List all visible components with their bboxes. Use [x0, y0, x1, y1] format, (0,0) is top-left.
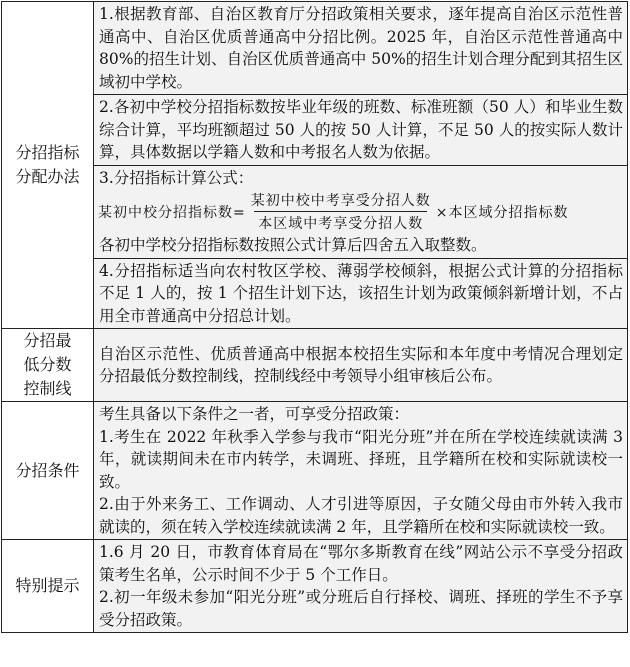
table-row	[2, 329, 628, 402]
row-header	[2, 2, 94, 329]
row-label: 特别提示	[15, 576, 80, 595]
row-header	[2, 540, 94, 633]
row-label: 分招条件	[15, 460, 80, 480]
clause-3-note: 各初中学校分招指标数按照公式计算后四舍五入取整数。	[99, 236, 487, 254]
row-header	[2, 329, 94, 402]
formula-denominator: 本区域中考享受分招人数	[254, 211, 427, 233]
clause-4: 4.分招指标适当向农村牧区学校、薄弱学校倾斜，根据公式计算的分招指标不足 1 人的，按 1 个招生计划下达，该招生计划为政策倾斜新增计划，不占用全市普通高中分招总计划。	[99, 261, 623, 325]
row-label: 分招最低分数控制线	[23, 331, 72, 398]
clause-3-title: 3.分招指标计算公式：	[99, 168, 254, 187]
table-row	[2, 540, 628, 633]
min-score-text: 自治区示范性、优质普通高中根据本校招生实际和本年度中考情况合理划定分招最低分数控制线，控制线经中考领导小组审核后公布。	[99, 344, 623, 385]
row-label: 分招指标分配办法	[15, 143, 80, 186]
eligibility-text: 考生具备以下条件之一者，可享受分招政策： 1.考生在 2022 年秋季入学参与我市“阳光分班”并在所在学校连续就读满 3 年，就读期间未在市内转学，未调班、择班，且学籍所在校和实际就读校一致。 2.由于外来务工、工作调动、人才引进等原因，子女随父母由市外转入我市就读的，须在转入学校连续就读满 2 年，且学籍所在校和实际就读校一致。	[99, 405, 623, 536]
clause-1: 1.根据教育部、自治区教育厅分招政策相关要求，逐年提高自治区示范性普通高中、自治区优质普通高中分招比例。2025 年，自治区示范性普通高中 80%的招生计划、自治区优质普通高中 50%的招生计划合理分配到其招生区域初中学校。	[94, 2, 627, 95]
allocation-formula	[94, 190, 627, 233]
formula-fraction	[247, 190, 435, 233]
table-row	[2, 402, 628, 540]
row-content	[94, 2, 628, 329]
formula-lhs: 某初中校分招指标数=	[98, 204, 246, 221]
clause-3	[94, 166, 627, 259]
row-content	[94, 402, 628, 540]
policy-table	[1, 1, 628, 633]
formula-numerator: 某初中校中考享受分招人数	[250, 193, 431, 209]
table-row	[2, 2, 628, 329]
clause-2: 2.各初中学校分招指标数按毕业年级的班数、标准班额（50 人）和毕业生数综合计算，平均班额超过 50 人的按 50 人计算，不足 50 人的按实际人数计算，具体数据以学籍人数和中考报名人数为依据。	[94, 95, 627, 166]
special-notice-text: 1.6 月 20 日，市教育体育局在“鄂尔多斯教育在线”网站公示不享受分招政策考生名单，公示时间不少于 5 个工作日。 2.初一年级未参加“阳光分班”或分班后自行择校、调班、择班的学生不予享受分招政策。	[99, 543, 623, 629]
row-content	[94, 540, 628, 633]
row-header	[2, 402, 94, 540]
row-content	[94, 329, 628, 402]
formula-rhs: ×本区域分招指标数	[435, 204, 569, 221]
